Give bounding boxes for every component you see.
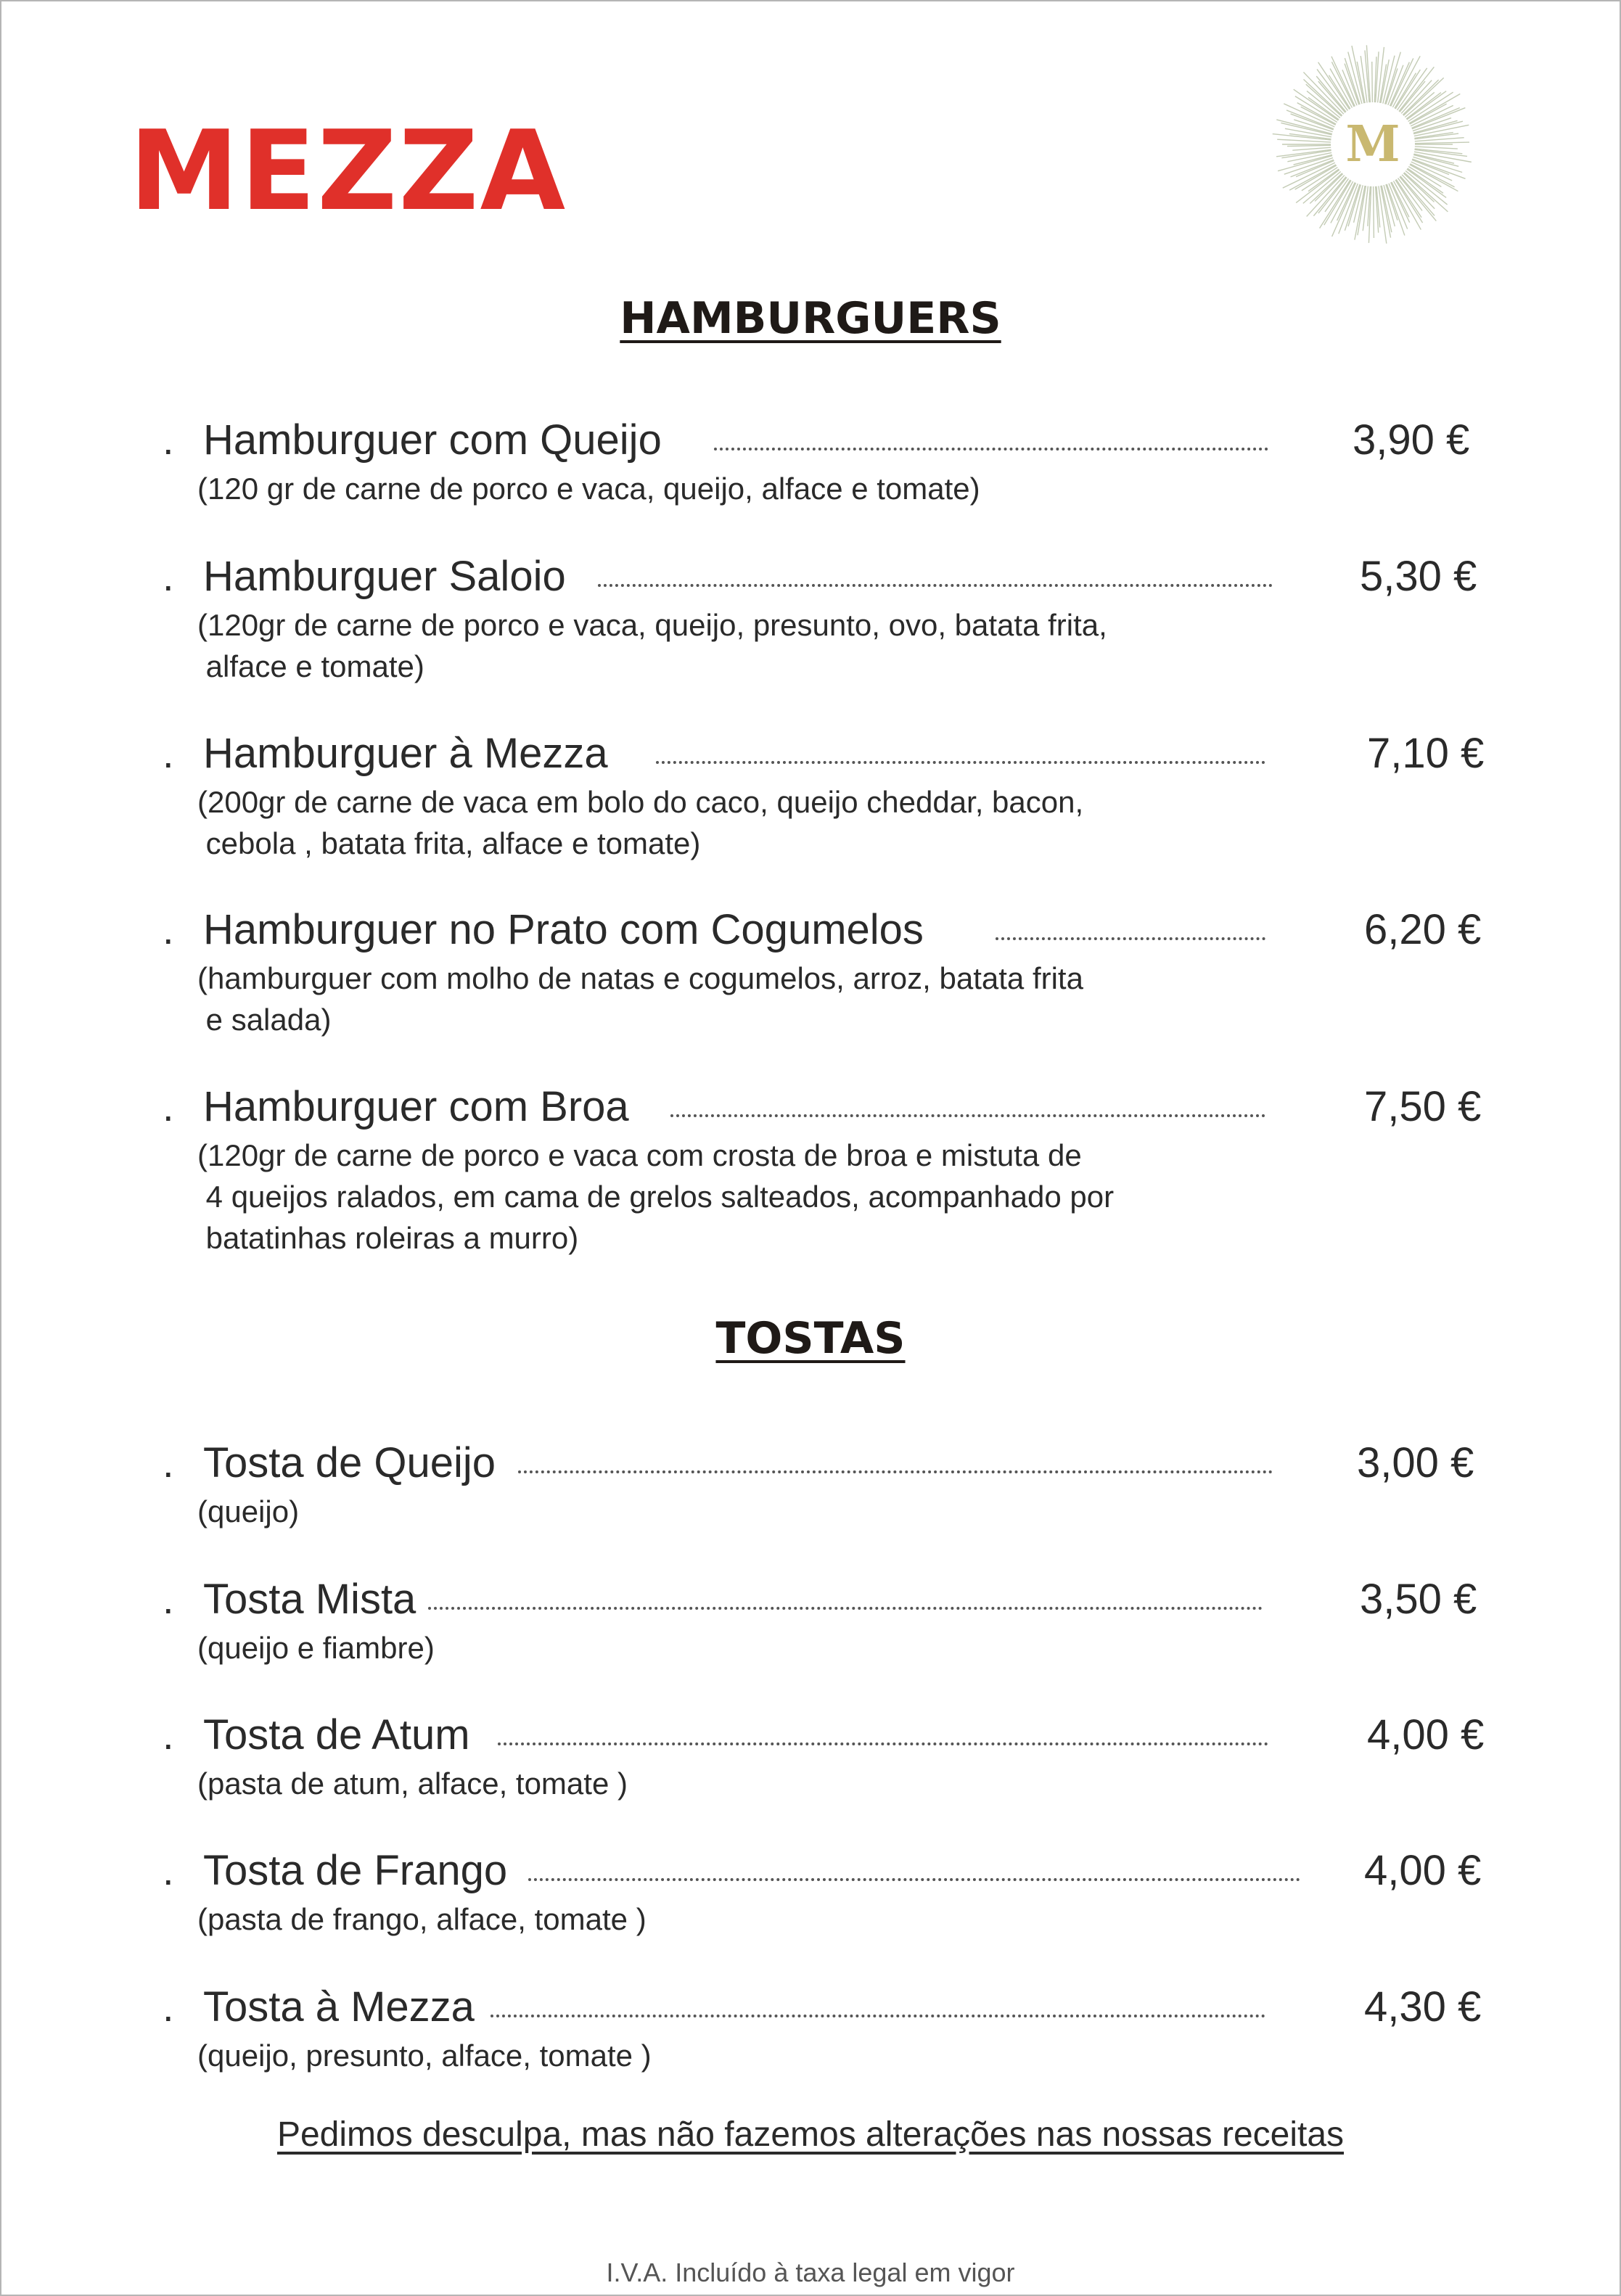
- item-price: 6,20 €: [1364, 906, 1482, 953]
- item-description: (hamburguer com molho de natas e cogumelos, arroz, batata frita e salada): [197, 961, 1083, 1037]
- menu-item: [163, 1434, 1498, 1528]
- section-title-tostas: TOSTAS: [715, 1313, 906, 1364]
- item-price: 4,00 €: [1364, 1847, 1482, 1894]
- item-price: 3,00 €: [1357, 1439, 1474, 1486]
- item-description: (120gr de carne de porco e vaca com crosta de broa e mistuta de 4 queijos ralados, em cama de grelos salteados, acompanhado por batatinhas roleiras a murro): [197, 1138, 1115, 1255]
- menu-item: [163, 1706, 1498, 1801]
- menu-item: [163, 1978, 1498, 2073]
- item-name: Hamburguer com Queijo: [203, 416, 662, 464]
- item-name: Hamburguer Saloio: [203, 553, 566, 600]
- item-bullet: .: [163, 1848, 174, 1893]
- item-description: (queijo): [197, 1494, 300, 1528]
- menu-item: [163, 725, 1498, 860]
- leader-dots: [670, 1111, 1265, 1117]
- item-name: Tosta Mista: [203, 1576, 416, 1623]
- item-description: (120 gr de carne de porco e vaca, queijo, alface e tomate): [197, 472, 980, 506]
- leader-dots: [528, 1875, 1300, 1881]
- section-title-hamburguers: HAMBURGUERS: [620, 293, 1001, 344]
- leader-dots: [498, 1740, 1268, 1745]
- item-description: (pasta de atum, alface, tomate ): [197, 1766, 628, 1801]
- item-bullet: .: [163, 417, 174, 463]
- item-name: Hamburguer à Mezza: [203, 730, 608, 777]
- leader-dots: [598, 581, 1273, 587]
- item-description: (queijo e fiambre): [197, 1631, 435, 1665]
- item-price: 3,90 €: [1353, 416, 1470, 464]
- item-name: Tosta de Queijo: [203, 1439, 496, 1486]
- item-name: Tosta de Atum: [203, 1711, 470, 1758]
- item-name: Hamburguer no Prato com Cogumelos: [203, 906, 924, 953]
- leader-dots: [656, 758, 1265, 764]
- item-bullet: .: [163, 1440, 174, 1486]
- item-name: Hamburguer com Broa: [203, 1083, 629, 1130]
- item-bullet: .: [163, 1084, 174, 1130]
- vat-note: I.V.A. Incluído à taxa legal em vigor: [606, 2258, 1015, 2287]
- no-changes-notice: Pedimos desculpa, mas não fazemos alterações nas nossas receitas: [276, 2115, 1345, 2154]
- menu-item: [163, 548, 1498, 683]
- item-price: 4,00 €: [1367, 1711, 1485, 1758]
- item-bullet: .: [163, 731, 174, 776]
- leader-dots: [996, 934, 1265, 940]
- item-price: 7,10 €: [1367, 730, 1485, 777]
- leader-dots: [714, 445, 1268, 450]
- item-bullet: .: [163, 1576, 174, 1622]
- item-description: (pasta de frango, alface, tomate ): [197, 1902, 647, 1936]
- item-name: Tosta de Frango: [203, 1847, 508, 1894]
- item-bullet: .: [163, 1712, 174, 1758]
- menu-item: [163, 901, 1498, 1037]
- item-price: 3,50 €: [1360, 1576, 1477, 1623]
- item-name: Tosta à Mezza: [203, 1983, 475, 2030]
- item-bullet: .: [163, 554, 174, 599]
- menu-item: [163, 1078, 1498, 1255]
- item-description: (queijo, presunto, alface, tomate ): [197, 2038, 652, 2073]
- leader-dots: [518, 1468, 1273, 1473]
- mezza-logo-icon: [1268, 39, 1478, 250]
- logo-letter: M: [1345, 115, 1400, 173]
- menu-item: [163, 1842, 1498, 1936]
- menu-item: [163, 411, 1498, 506]
- item-bullet: .: [163, 1984, 174, 2030]
- item-bullet: .: [163, 907, 174, 952]
- item-description: (120gr de carne de porco e vaca, queijo, presunto, ovo, batata frita, alface e tomate): [197, 608, 1107, 683]
- item-price: 7,50 €: [1364, 1083, 1482, 1130]
- leader-dots: [491, 2012, 1265, 2017]
- leader-dots: [428, 1604, 1263, 1610]
- menu-item: [163, 1571, 1498, 1665]
- item-price: 4,30 €: [1364, 1983, 1482, 2030]
- brand-name: MEZZA: [129, 107, 567, 235]
- item-price: 5,30 €: [1360, 553, 1477, 600]
- item-description: (200gr de carne de vaca em bolo do caco, queijo cheddar, bacon, cebola , batata frita, alface e tomate): [197, 785, 1084, 860]
